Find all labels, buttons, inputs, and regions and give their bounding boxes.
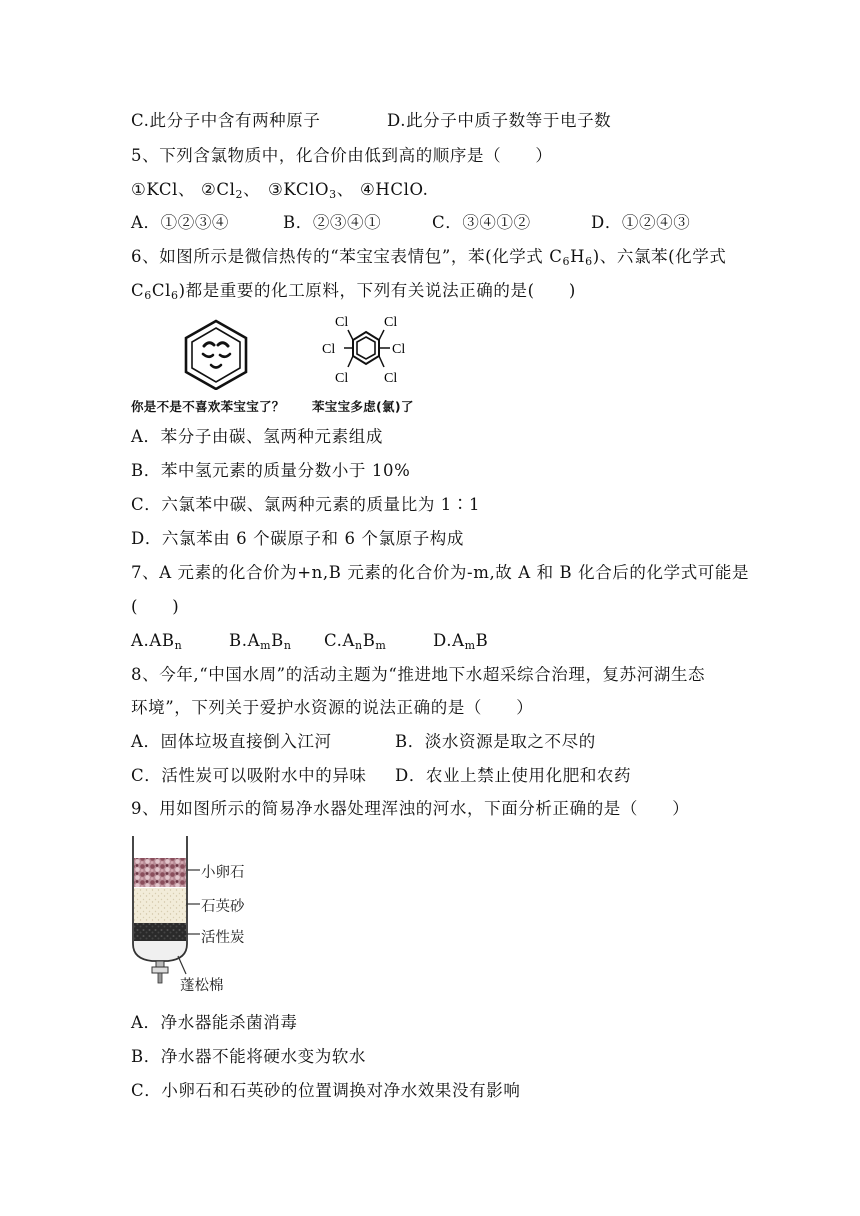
- q7-option-d: [433, 630, 488, 652]
- right-eye-icon: [218, 343, 228, 346]
- cotton-pointer: [178, 956, 186, 974]
- label-cotton: 蓬松棉: [180, 978, 224, 994]
- q6-stem-text-b: H: [570, 247, 586, 266]
- q8-stem-line1: 8、今年,“中国水周”的活动主题为“推进地下水超采综合治理，复苏河湖生态: [131, 665, 706, 684]
- q7-c-sub1: n: [355, 639, 363, 652]
- benzene-ring-outer: [186, 321, 246, 389]
- q6-stem-text-d: C: [131, 281, 145, 300]
- benzene-emoji-figure: [180, 318, 252, 390]
- q7-c-sub2: m: [375, 639, 387, 652]
- emoji-caption-left: 你是不是不喜欢苯宝宝了？: [131, 399, 285, 414]
- q6-option-d: D．六氯苯由 6 个碳原子和 6 个氯原子构成: [131, 529, 465, 548]
- pebble-layer: [134, 858, 186, 887]
- q7-c-text: C.A: [324, 631, 355, 650]
- filter-valve: [152, 967, 168, 973]
- q9-option-c: C．小卵石和石英砂的位置调换对净水效果没有影响: [131, 1081, 521, 1100]
- emoji-caption-right: 苯宝宝多虑(氯)了: [312, 399, 414, 414]
- q5-option-a: A．①②③④: [131, 213, 230, 232]
- q6-sub-1: 6: [562, 255, 571, 268]
- q7-a-sub: n: [174, 639, 183, 652]
- q7-stem-line1: 7、A 元素的化合价为+n,B 元素的化合价为-m,故 A 和 B 化合后的化学式可能是: [131, 563, 750, 582]
- q9-stem: 9、用如图所示的简易净水器处理浑浊的河水，下面分析正确的是（ ）: [131, 799, 690, 818]
- q7-option-b: [229, 630, 292, 652]
- left-eye-icon: [204, 343, 214, 346]
- hcb-ring-inner: [357, 337, 375, 359]
- q7-stem-line2: ( ): [131, 597, 180, 616]
- q4-option-c: C.此分子中含有两种原子: [131, 111, 321, 130]
- cl-label-top-left: Cl: [335, 315, 349, 330]
- bond-top-right: [379, 330, 384, 340]
- q5-item-2-text: ②Cl: [201, 180, 236, 199]
- q5-option-b: B．②③④①: [283, 213, 382, 232]
- q7-b-text: B.A: [229, 631, 261, 650]
- q8-option-a: A．固体垃圾直接倒入江河: [131, 732, 332, 751]
- q6-stem-text-e: Cl: [151, 281, 171, 300]
- hexachlorobenzene-figure: [318, 310, 414, 392]
- q7-a-text: A.AB: [131, 631, 175, 650]
- right-cheek-icon: [220, 354, 230, 357]
- q6-stem-line1: [131, 246, 726, 268]
- q5-item-4: ④HClO.: [360, 180, 429, 199]
- q5-item-2: [201, 179, 260, 201]
- q5-item-3-sep: 、: [336, 180, 354, 199]
- q6-option-c: C．六氯苯中碳、氯两种元素的质量比为 1∶1: [131, 495, 481, 514]
- q5-option-d: D．①②④③: [591, 213, 691, 232]
- q5-item-2-sub: 2: [235, 188, 244, 201]
- q6-stem-text-c: )、六氯苯(化学式: [592, 247, 727, 266]
- q7-option-c: [324, 630, 386, 652]
- label-carbon: 活性炭: [201, 930, 245, 946]
- bond-bottom-right: [379, 356, 384, 367]
- mouth-icon: [211, 365, 221, 368]
- q6-stem-text-f: )都是重要的化工原料，下列有关说法正确的是( ): [178, 281, 576, 300]
- q8-option-b: B．淡水资源是取之不尽的: [395, 732, 596, 751]
- q6-sub-3: 6: [144, 289, 152, 302]
- q4-option-d: D.此分子中质子数等于电子数: [387, 111, 612, 130]
- q5-item-3-sub: 3: [329, 188, 337, 201]
- cl-label-bottom-right: Cl: [384, 371, 398, 386]
- bond-top-left: [348, 330, 353, 340]
- q6-sub-4: 6: [170, 289, 179, 302]
- q5-option-c: C．③④①②: [432, 213, 531, 232]
- q7-b-sub2: n: [283, 639, 292, 652]
- carbon-layer: [134, 923, 186, 941]
- q5-item-3-text: ③KClO: [268, 180, 330, 199]
- benzene-ring-inner: [192, 328, 240, 382]
- label-sand: 石英砂: [201, 899, 245, 915]
- label-pebble: 小卵石: [201, 865, 245, 881]
- q7-b-mid: B: [271, 631, 284, 650]
- q5-item-2-sep: 、: [243, 180, 261, 199]
- cl-label-top-right: Cl: [384, 315, 398, 330]
- q6-stem-line2: [131, 280, 576, 302]
- q6-option-a: A．苯分子由碳、氢两种元素组成: [131, 427, 383, 446]
- bond-bottom-left: [348, 356, 353, 367]
- q7-b-sub1: m: [260, 639, 272, 652]
- q8-stem-line2: 环境”，下列关于爱护水资源的说法正确的是（ ）: [131, 698, 534, 717]
- q9-option-a: A．净水器能杀菌消毒: [131, 1013, 298, 1032]
- q6-stem-text-a: 6、如图所示是微信热传的“苯宝宝表情包”，苯(化学式 C: [131, 247, 563, 266]
- q9-option-b: B．净水器不能将硬水变为软水: [131, 1047, 367, 1066]
- cl-label-bottom-left: Cl: [335, 371, 349, 386]
- q7-c-mid: B: [362, 631, 376, 650]
- q5-stem: 5、下列含氯物质中，化合价由低到高的顺序是（ ）: [131, 146, 553, 165]
- q7-d-post: B: [475, 631, 489, 650]
- q5-item-1: ①KCl、: [131, 180, 196, 199]
- cl-label-left: Cl: [322, 342, 336, 357]
- left-cheek-icon: [203, 354, 213, 357]
- q7-d-sub: m: [464, 639, 476, 652]
- cl-label-right: Cl: [392, 342, 406, 357]
- filter-outlet: [158, 973, 162, 983]
- q8-option-d: D．农业上禁止使用化肥和农药: [395, 766, 632, 785]
- q8-option-c: C．活性炭可以吸附水中的异味: [131, 766, 367, 785]
- q7-d-text: D.A: [433, 631, 465, 650]
- filter-nozzle: [156, 961, 164, 967]
- q6-sub-2: 6: [585, 255, 593, 268]
- q7-option-a: [131, 630, 182, 652]
- sand-layer: [134, 888, 186, 923]
- q5-item-3: [268, 179, 354, 201]
- q6-option-b: B．苯中氢元素的质量分数小于 10%: [131, 461, 411, 480]
